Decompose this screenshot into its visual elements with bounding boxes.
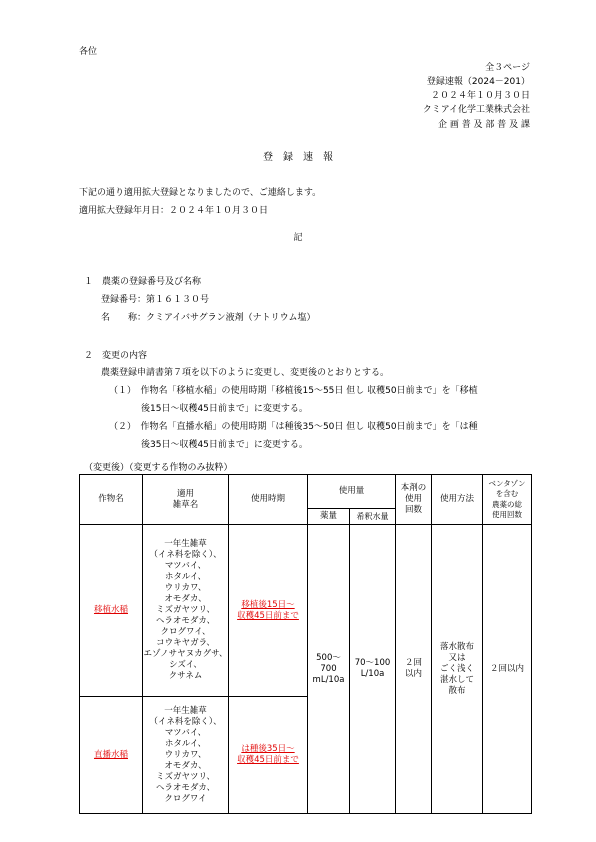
timing-transplanted — [229, 525, 308, 697]
addressee: 各位 — [79, 47, 98, 57]
weed-item: ホタルイ、 — [164, 738, 207, 749]
header-times-line3: 回数 — [405, 505, 423, 515]
header-weed-line1: 適用 — [176, 488, 194, 499]
header-times-line1: 本剤の — [400, 483, 427, 493]
registration-date: 適用拡大登録年月日：２０２４年１０月３０日 — [79, 206, 269, 216]
header-amount: 使用量 — [308, 475, 396, 509]
total-times-value: ２回以内 — [483, 525, 532, 814]
weed-item: クログワイ — [164, 793, 207, 804]
issue-date: ２０２４年１０月３０日 — [430, 91, 530, 101]
weed-item: ウリカワ、 — [164, 583, 207, 593]
header-total-line3: 農薬の総 — [492, 499, 523, 509]
weed-item: （イネ科を除く）、 — [149, 550, 222, 560]
method-line2: 又は — [448, 652, 466, 663]
weed-item: オモダカ、 — [164, 760, 207, 771]
document-title: 登 録 速 報 — [263, 152, 333, 163]
times-value — [396, 525, 432, 814]
header-weed — [143, 475, 229, 525]
weed-item: ヘラオモダカ、 — [155, 782, 216, 793]
section1-heading: １ 農薬の登録番号及び名称 — [84, 277, 202, 287]
weed-item: オモダカ、 — [164, 594, 207, 604]
dose-value — [308, 525, 350, 814]
report-number: 登録速報（2024－201） — [426, 77, 530, 87]
weed-item: 一年生雑草 — [164, 539, 207, 549]
weed-list — [143, 697, 229, 814]
weed-item: 一年生雑草 — [164, 705, 207, 716]
department-name: 企 画 普 及 部 普 及 課 — [437, 120, 530, 130]
dilution-line2: L/10a — [360, 669, 385, 679]
header-dilution: 希釈水量 — [350, 509, 396, 525]
method-line4: 湛水して — [440, 674, 475, 685]
weed-item: ミズガヤツリ、 — [155, 605, 216, 615]
header-weed-line2: 雑草名 — [172, 499, 199, 510]
table-caption: （変更後）（変更する作物のみ抜粋） — [84, 463, 233, 473]
weed-item: ヘラオモダカ、 — [155, 616, 216, 626]
timing-line1: は種後35日～ — [241, 744, 295, 754]
weed-item: コウキヤガラ、 — [156, 638, 215, 648]
header-method: 使用方法 — [432, 475, 483, 525]
section2-lead: 農薬登録申請書第７項を以下のように変更し、変更後のとおりとする。 — [101, 368, 390, 378]
ki-marker: 記 — [293, 233, 303, 243]
company-name: クミアイ化学工業株式会社 — [422, 105, 530, 115]
table-row — [80, 525, 532, 697]
header-total-line1: ベンタゾン — [488, 478, 526, 488]
weed-list — [143, 525, 229, 697]
header-timing: 使用時期 — [229, 475, 308, 525]
dilution-value — [350, 525, 396, 814]
times-line1: ２回 — [405, 658, 423, 668]
registration-table — [79, 474, 532, 814]
weed-item: クサネム — [168, 671, 203, 681]
dilution-line1: 70～100 — [354, 658, 391, 668]
change-item-2-line1: （２） 作物名「直播水稲」の使用時期「は種後35～50日 但し 収穫50日前まで」を「は種 — [109, 422, 478, 432]
change-item-1-line1: （１） 作物名「移植水稲」の使用時期「移植後15～55日 但し 収穫50日前まで」を「移植 — [109, 386, 478, 396]
weed-item: ウリカワ、 — [164, 749, 207, 760]
dose-line1: 500～ — [316, 652, 341, 663]
header-total-line4: 使用回数 — [492, 510, 523, 519]
weed-item: ミズガヤツリ、 — [155, 771, 216, 782]
weed-item: マツバイ、 — [164, 561, 207, 571]
timing-direct-seeded — [229, 697, 308, 814]
change-item-2-line2: 後35日～収穫45日前まで」に変更する。 — [141, 440, 308, 450]
weed-item: マツバイ、 — [164, 727, 207, 738]
method-line3: ごく浅く — [440, 663, 475, 674]
times-line2: 以内 — [405, 669, 423, 679]
crop-direct-seeded-rice: 直播水稲 — [80, 697, 143, 814]
timing-line1: 移植後15日～ — [241, 599, 295, 610]
header-dose: 薬量 — [308, 509, 350, 525]
weed-item: シズイ、 — [169, 660, 202, 670]
weed-item: ホタルイ、 — [164, 572, 207, 582]
crop-transplanted-rice: 移植水稲 — [80, 525, 143, 697]
weed-item: クログワイ、 — [160, 627, 211, 637]
timing-line2: 収穫45日前まで — [237, 610, 299, 621]
intro-text: 下記の通り適用拡大登録となりましたので、ご連絡します。 — [79, 188, 322, 198]
timing-line2: 収穫45日前まで — [237, 755, 299, 765]
dose-line2: 700 — [320, 663, 337, 674]
header-total-line2: を含む — [495, 489, 519, 498]
registration-number: 登録番号：第１６１３０号 — [101, 295, 210, 305]
header-times-line2: 使用 — [405, 494, 423, 504]
header-crop: 作物名 — [80, 475, 143, 525]
header-total-times — [483, 475, 532, 525]
method-line1: 落水散布 — [440, 641, 475, 652]
dose-line3: mL/10a — [312, 674, 345, 685]
product-name: 名 称：クミアイバサグラン液剤（ナトリウム塩） — [101, 313, 316, 323]
section2-heading: ２ 変更の内容 — [84, 351, 148, 361]
page-count: 全３ページ — [485, 63, 530, 73]
method-line5: 散布 — [448, 685, 466, 696]
weed-item: （イネ科を除く）、 — [149, 716, 222, 727]
header-times — [396, 475, 432, 525]
method-value — [432, 525, 483, 814]
change-item-1-line2: 後15日～収穫45日前まで」に変更する。 — [141, 404, 308, 414]
weed-item: エゾノサヤヌカグサ、 — [143, 649, 228, 659]
